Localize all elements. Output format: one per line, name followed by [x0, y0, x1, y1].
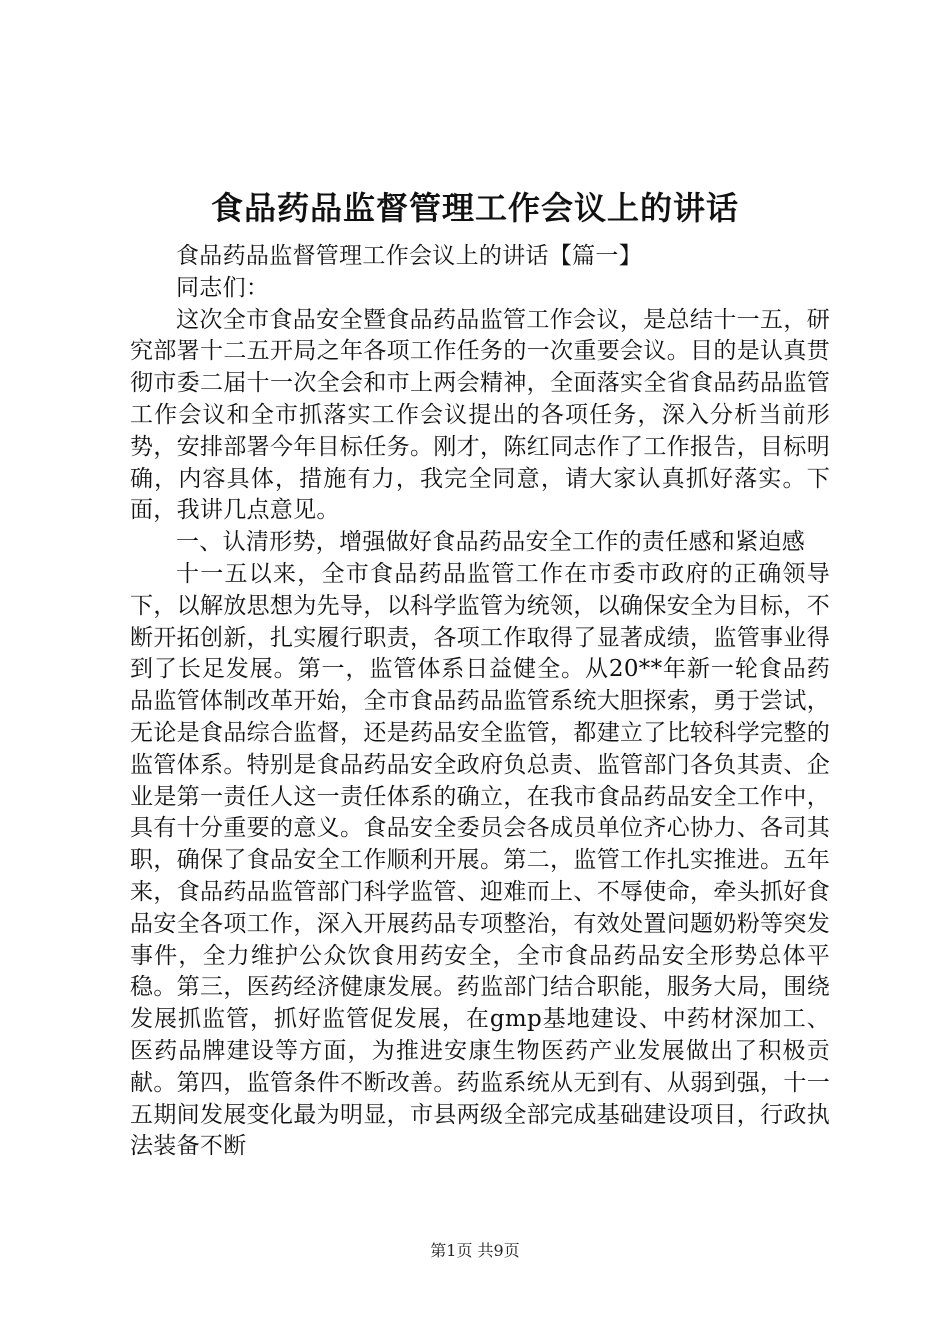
page-number-footer: 第1页 共9页	[430, 1241, 520, 1260]
document-title: 食品药品监督管理工作会议上的讲话	[210, 189, 739, 227]
salutation: 同志们：	[176, 274, 270, 301]
section-heading-part-one: 食品药品监督管理工作会议上的讲话【篇一】	[176, 243, 642, 269]
body-paragraph-achievements: 十一五以来，全市食品药品监管工作在市委市政府的正确领导下，以解放思想为先导，以科学监管为统领，以确保安全为目标，不断开拓创新，扎实履行职责，各项工作取得了显著成绩，监管事业得到了长足发展。第一，监管体系日益健全。从20**年新一轮食品药品监管体制改革开始，全市食品药品监管系统大胆探索，勇于尝试，无论是食品综合监督，还是药品安全监管，都建立了比较科学完整的监管体系。特别是食品药品安全政府负总责、监管部门各负其责、企业是第一责任人这一责任体系的确立，在我市食品药品安全工作中，具有十分重要的意义。食品安全委员会各成员单位齐心协力、各司其职，确保了食品安全工作顺利开展。第二，监管工作扎实推进。五年来，食品药品监管部门科学监管、迎难而上、不辱使命，牵头抓好食品安全各项工作，深入开展药品专项整治，有效处置问题奶粉等突发事件，全力维护公众饮食用药安全，全市食品药品安全形势总体平稳。第三，医药经济健康发展。药监部门结合职能，服务大局，围绕发展抓监管，抓好监管促发展，在gmp基地建设、中药材深加工、医药品牌建设等方面，为推进安康生物医药产业发展做出了积极贡献。第四，监管条件不断改善。药监系统从无到有、从弱到强，十一五期间发展变化最为明显，市县两级全部完成基础建设项目，行政执法装备不断	[130, 560, 830, 1160]
document-body	[130, 241, 830, 1163]
body-paragraph-intro: 这次全市食品安全暨食品药品监管工作会议，是总结十一五，研究部署十二五开局之年各项工作任务的一次重要会议。目的是认真贯彻市委二届十一次全会和市上两会精神，全面落实全省食品药品监管工作会议和全市抓落实工作会议提出的各项任务，深入分析当前形势，安排部署今年目标任务。刚才，陈红同志作了工作报告，目标明确，内容具体，措施有力，我完全同意，请大家认真抓好落实。下面，我讲几点意见。	[130, 306, 830, 524]
section-heading-one: 一、认清形势，增强做好食品药品安全工作的责任感和紧迫感	[176, 529, 806, 556]
